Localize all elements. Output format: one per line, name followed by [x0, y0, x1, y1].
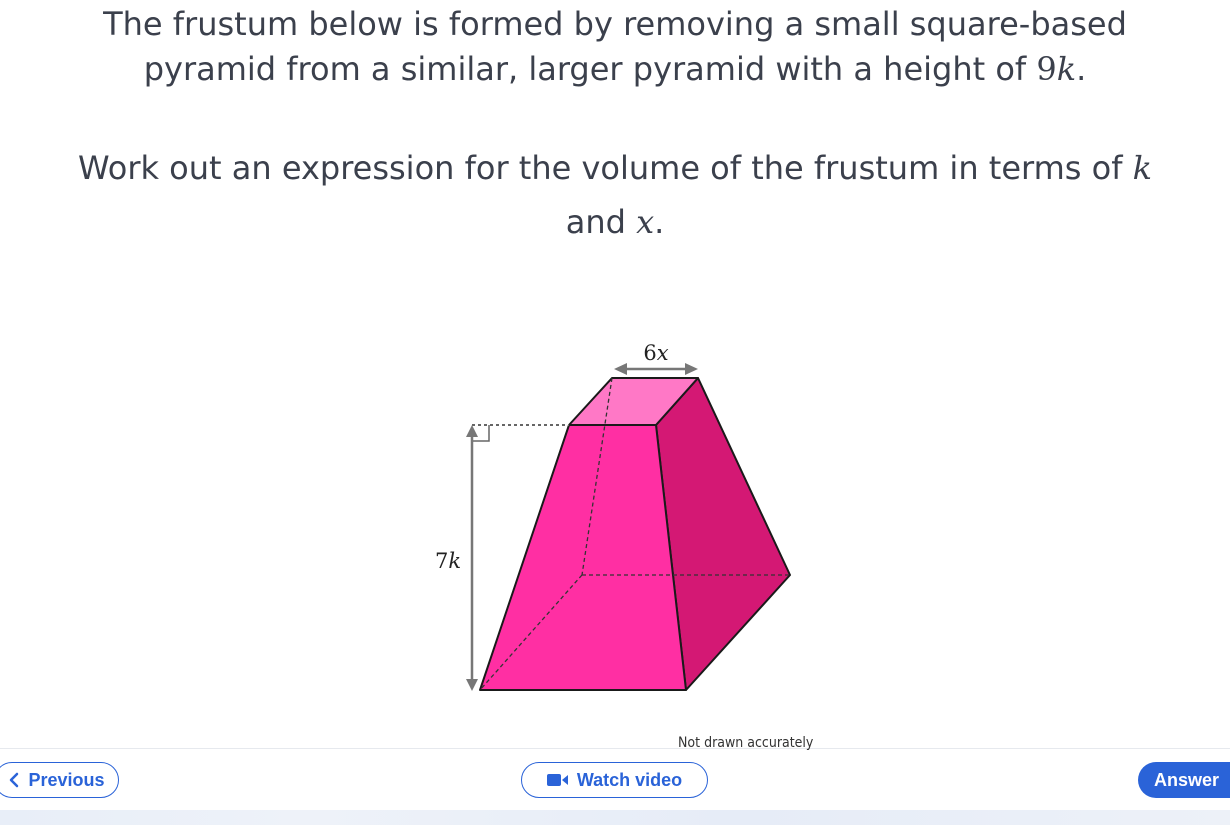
- question-text-4-end: .: [654, 203, 665, 241]
- question-line-1: [0, 2, 1230, 46]
- question-line-3: [0, 146, 1230, 190]
- frustum-diagram: [400, 330, 830, 710]
- question-text-1: The frustum below is formed by removing a small square-based: [103, 5, 1127, 43]
- chevron-left-icon: [8, 772, 20, 788]
- height-arrow-head-top: [466, 425, 478, 437]
- question-line-4: [0, 200, 1230, 244]
- watch-video-button[interactable]: [521, 762, 708, 798]
- height-variable: k: [1056, 50, 1077, 88]
- previous-label: Previous: [28, 769, 105, 790]
- variable-k: k: [1132, 149, 1153, 187]
- footer-strip: [0, 810, 1230, 825]
- question-text-3: Work out an expression for the volume of the frustum in terms of: [77, 149, 1133, 187]
- variable-x: x: [636, 203, 655, 241]
- height-number: 9: [1036, 50, 1057, 88]
- question-text-2-end: .: [1076, 50, 1087, 88]
- frustum-front-face: [480, 425, 686, 690]
- answer-label: Answer: [1154, 769, 1220, 790]
- width-arrow-head-left: [614, 363, 627, 375]
- question-line-2: [0, 47, 1230, 91]
- question-text-4: and: [565, 203, 637, 241]
- top-width-label: 6x: [643, 341, 669, 365]
- not-drawn-accurately-note: Not drawn accurately: [678, 735, 814, 751]
- previous-button[interactable]: [0, 762, 119, 798]
- answer-button[interactable]: [1138, 762, 1230, 798]
- video-camera-icon: [547, 773, 569, 787]
- width-arrow-head-right: [685, 363, 698, 375]
- height-label: 7k: [434, 549, 462, 573]
- question-text-2: pyramid from a similar, larger pyramid with a height of: [143, 50, 1037, 88]
- height-arrow-head-bottom: [466, 679, 478, 691]
- watch-video-label: Watch video: [576, 769, 683, 790]
